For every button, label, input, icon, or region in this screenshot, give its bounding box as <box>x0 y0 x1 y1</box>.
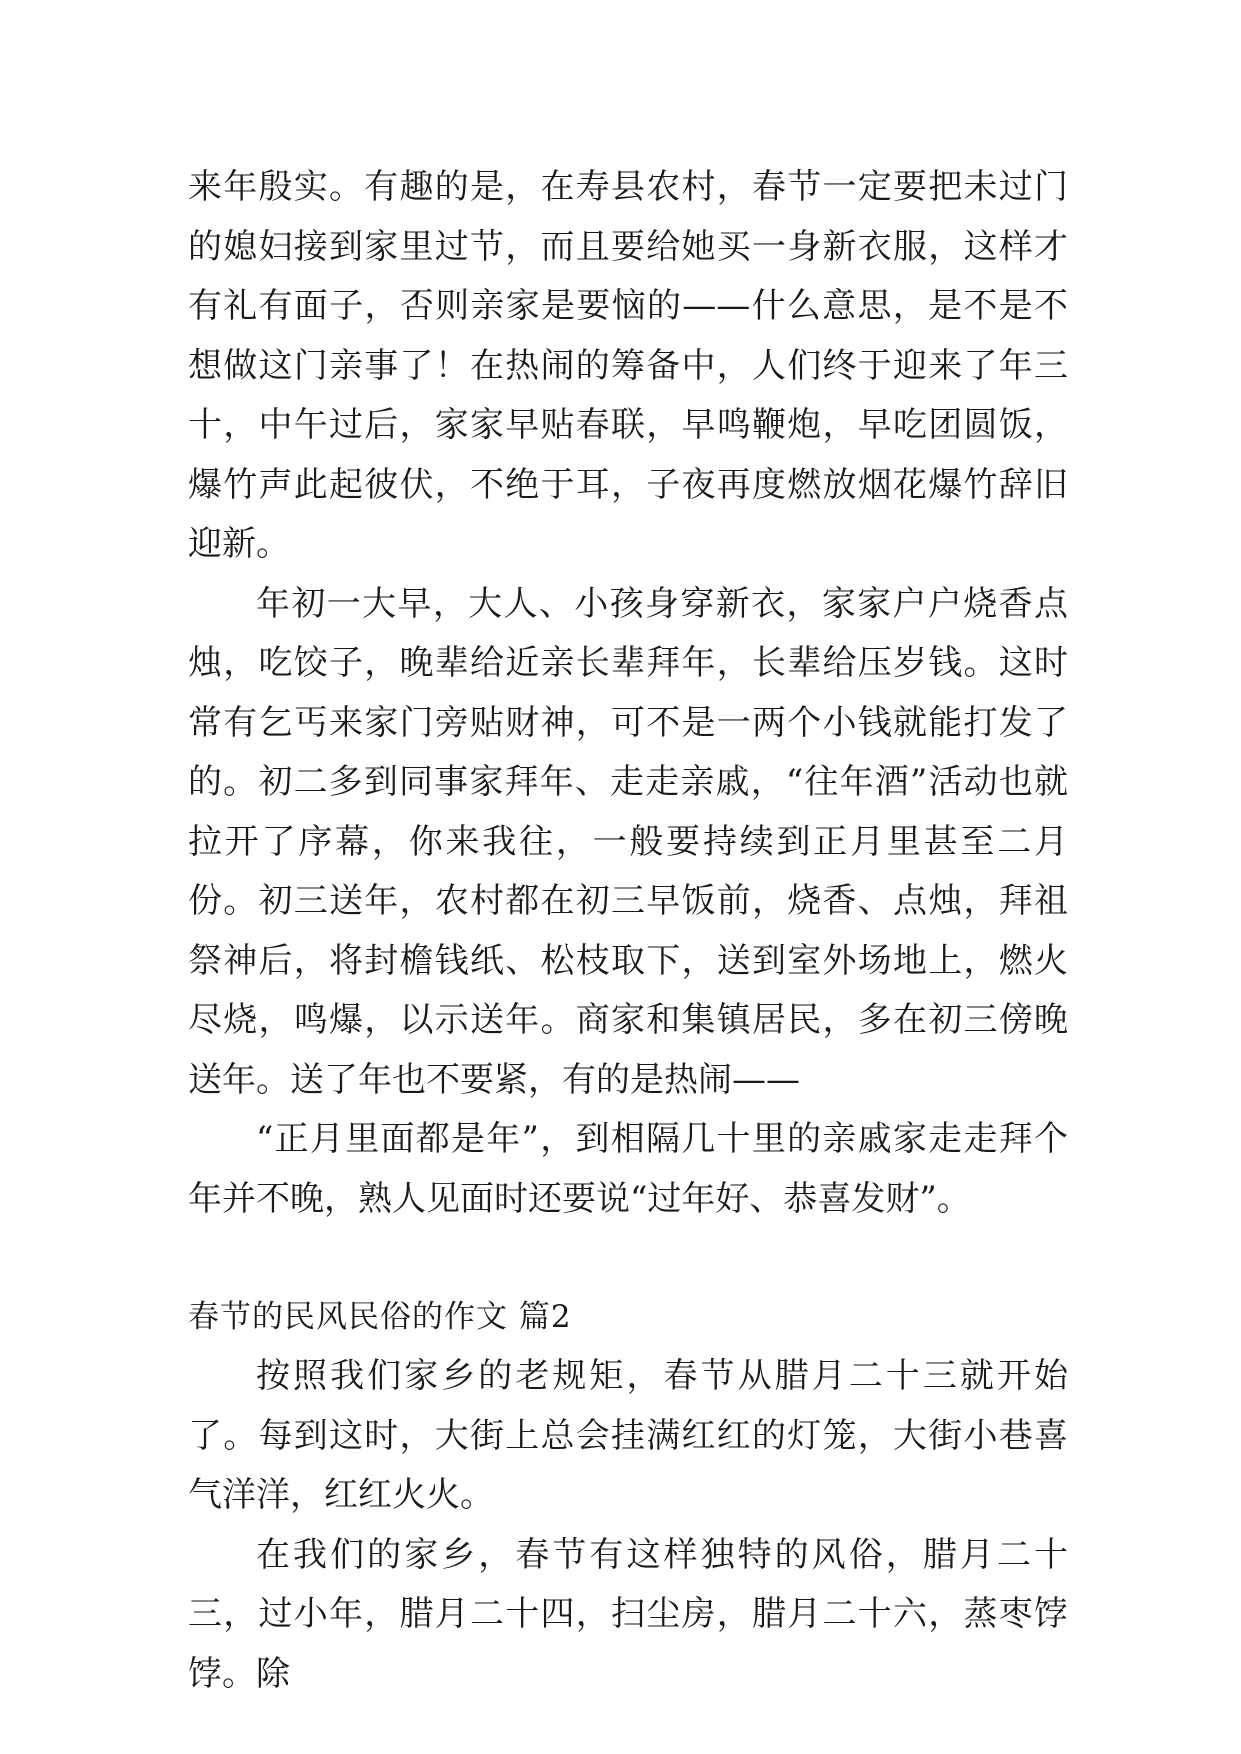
section-title: 春节的民风民俗的作文 篇2 <box>188 1299 572 1335</box>
section-paragraph-2: 在我们的家乡，春节有这样独特的风俗，腊月二十三，过小年，腊月二十四，扫尘房，腊月二十六，蒸枣饽饽。除 <box>188 1534 1068 1694</box>
paragraph-1: 来年殷实。有趣的是，在寿县农村，春节一定要把未过门的媳妇接到家里过节，而且要给她买一身新衣服，这样才有礼有面子，否则亲家是要恼的——什么意思，是不是不想做这门亲事了！在热闹的筹备中，人们终于迎来了年三十，中午过后，家家早贴春联，早鸣鞭炮，早吃团圆饭，爆竹声此起彼伏，不绝于耳，子夜再度燃放烟花爆竹辞旧迎新。 <box>188 167 1068 564</box>
paragraph-2: 年初一大早，大人、小孩身穿新衣，家家户户烧香点烛，吃饺子，晚辈给近亲长辈拜年，长辈给压岁钱。这时常有乞丐来家门旁贴财神，可不是一两个小钱就能打发了的。初二多到同事家拜年、走走亲戚，“往年酒”活动也就拉开了序幕，你来我往，一般要持续到正月里甚至二月份。初三送年，农村都在初三早饭前，烧香、点烛，拜祖祭神后，将封檐钱纸、松枝取下，送到室外场地上，燃火尽烧，鸣爆，以示送年。商家和集镇居民，多在初三傍晚送年。送了年也不要紧，有的是热闹—— <box>188 583 1068 1100</box>
document-body <box>188 158 1068 1704</box>
section-paragraph-1: 按照我们家乡的老规矩，春节从腊月二十三就开始了。每到这时，大街上总会挂满红红的灯笼，大街小巷喜气洋洋，红红火火。 <box>188 1356 1068 1515</box>
paragraph-3: “正月里面都是年”，到相隔几十里的亲戚家走走拜个年并不晚，熟人见面时还要说“过年好、恭喜发财”。 <box>188 1119 1068 1219</box>
